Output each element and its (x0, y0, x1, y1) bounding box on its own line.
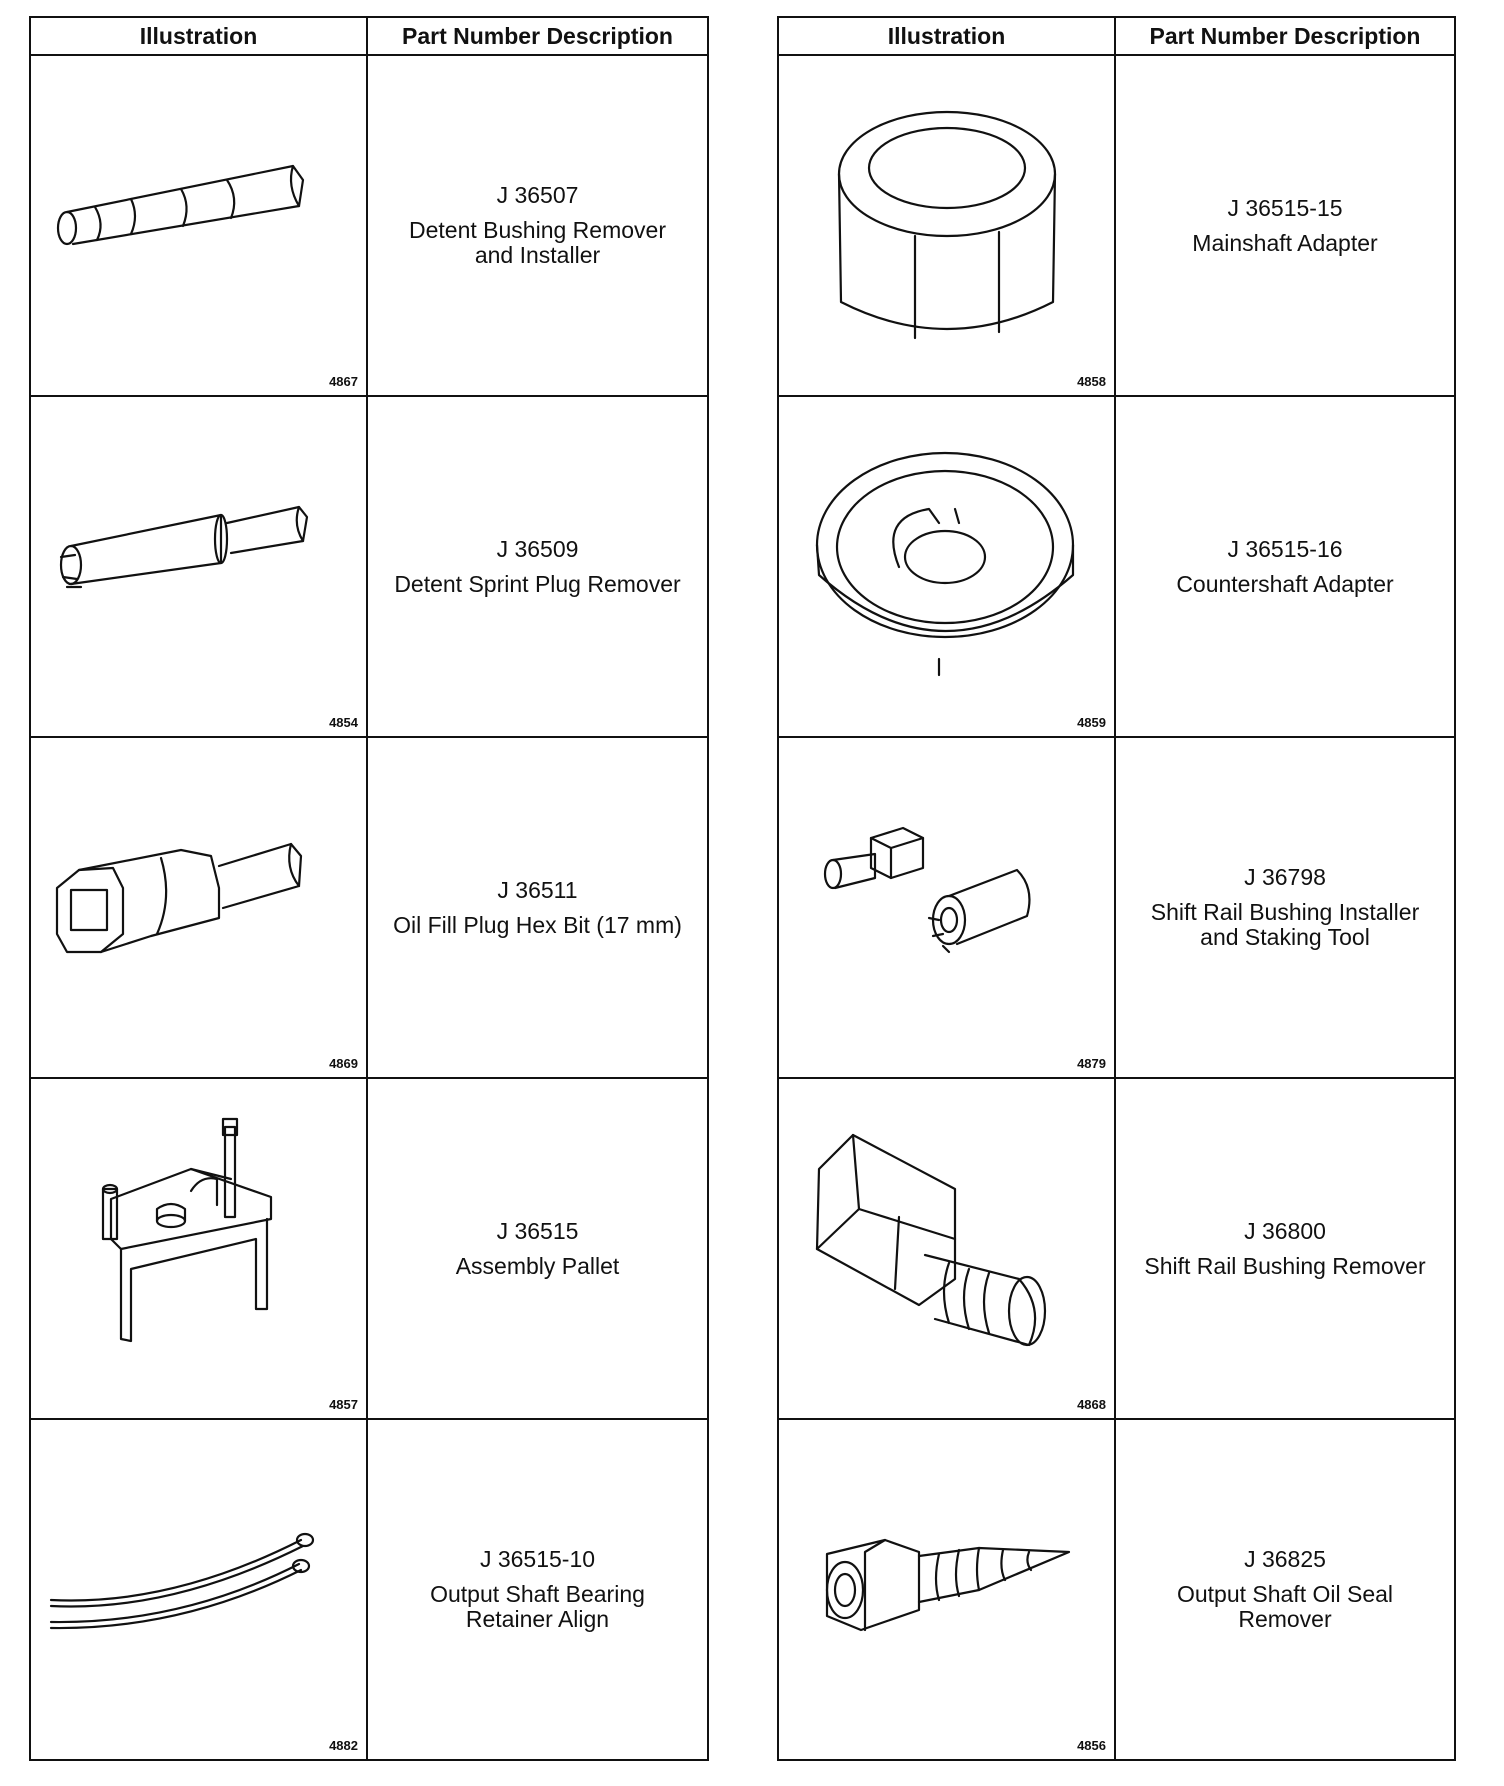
table-row (31, 738, 707, 1079)
figure-number: 4859 (1077, 715, 1106, 730)
mainshaft-adapter-icon (779, 56, 1114, 395)
detent-bushing-tool-icon (31, 56, 366, 395)
part-number: J 36798 (1244, 864, 1326, 890)
figure-number: 4854 (329, 715, 358, 730)
illustration-cell (779, 56, 1116, 395)
table-row (779, 397, 1454, 738)
table-row (31, 1079, 707, 1420)
part-description: Countershaft Adapter (1176, 570, 1394, 597)
part-number: J 36509 (496, 535, 579, 562)
tools-table-right (777, 16, 1456, 1761)
part-number: J 36825 (1244, 1546, 1326, 1572)
description-cell (368, 397, 707, 736)
part-description: Output Shaft Oil Seal Remover (1176, 1581, 1394, 1632)
table-row (779, 1420, 1454, 1759)
part-number: J 36515-16 (1227, 535, 1343, 562)
description-cell (1116, 56, 1454, 395)
bushing-installer-icon (779, 738, 1114, 1077)
description-cell (1116, 1079, 1454, 1418)
part-description: Shift Rail Bushing Installer and Staking Tool (1150, 899, 1420, 950)
part-description: Output Shaft Bearing Retainer Align (430, 1581, 645, 1632)
countershaft-adapter-icon (779, 397, 1114, 736)
part-description: Detent Bushing Remover and Installer (409, 217, 666, 268)
description-cell (368, 56, 707, 395)
figure-number: 4868 (1077, 1397, 1106, 1412)
table-row (31, 56, 707, 397)
figure-number: 4856 (1077, 1738, 1106, 1753)
assembly-pallet-icon (31, 1079, 366, 1418)
part-number: J 36515 (496, 1217, 579, 1244)
description-cell (368, 1420, 707, 1759)
plug-remover-icon (31, 397, 366, 736)
hex-bit-icon (31, 738, 366, 1077)
figure-number: 4882 (329, 1738, 358, 1753)
part-number: J 36515-10 (479, 1546, 596, 1572)
figure-number: 4857 (329, 1397, 358, 1412)
figure-number: 4858 (1077, 374, 1106, 389)
illustration-cell (31, 56, 368, 395)
header-description: Part Number Description (402, 23, 673, 49)
aligning-pins-icon (31, 1420, 366, 1759)
part-number: J 36515-15 (1227, 194, 1343, 221)
figure-number: 4869 (329, 1056, 358, 1071)
table-row (779, 56, 1454, 397)
description-cell (368, 1079, 707, 1418)
table-row (779, 738, 1454, 1079)
description-cell (1116, 738, 1454, 1077)
header-illustration: Illustration (31, 18, 368, 54)
part-number: J 36800 (1244, 1217, 1326, 1244)
table-header (31, 18, 707, 56)
illustration-cell (779, 738, 1116, 1077)
illustration-cell (31, 1079, 368, 1418)
illustration-cell (779, 1079, 1116, 1418)
illustration-cell (779, 397, 1116, 736)
figure-number: 4867 (329, 374, 358, 389)
part-number: J 36507 (496, 182, 579, 208)
illustration-cell (31, 1420, 368, 1759)
part-description: Shift Rail Bushing Remover (1144, 1252, 1426, 1279)
figure-number: 4879 (1077, 1056, 1106, 1071)
part-number: J 36511 (497, 876, 578, 903)
table-header (779, 18, 1454, 56)
illustration-cell (31, 738, 368, 1077)
description-cell (1116, 397, 1454, 736)
description-cell (1116, 1420, 1454, 1759)
tools-table-left (29, 16, 709, 1761)
header-illustration: Illustration (779, 18, 1116, 54)
header-description: Part Number Description (1149, 23, 1421, 49)
illustration-cell (779, 1420, 1116, 1759)
part-description: Oil Fill Plug Hex Bit (17 mm) (393, 911, 682, 938)
part-description: Mainshaft Adapter (1192, 229, 1378, 256)
table-row (31, 1420, 707, 1759)
bushing-remover-icon (779, 1079, 1114, 1418)
description-cell (368, 738, 707, 1077)
part-description: Detent Sprint Plug Remover (394, 570, 681, 597)
part-description: Assembly Pallet (455, 1252, 620, 1279)
table-row (779, 1079, 1454, 1420)
illustration-cell (31, 397, 368, 736)
oil-seal-remover-icon (779, 1420, 1114, 1759)
table-row (31, 397, 707, 738)
